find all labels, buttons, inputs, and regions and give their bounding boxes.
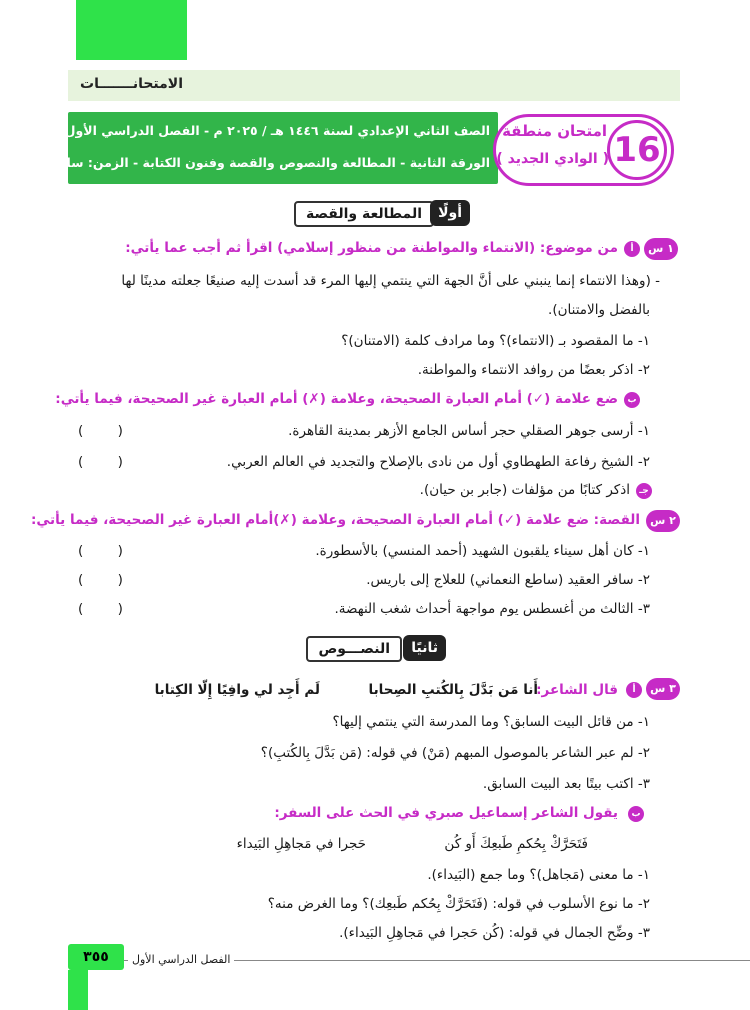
answer-paren: ( ) xyxy=(78,454,123,470)
question-3-badge: ٣ س xyxy=(646,678,680,700)
q2-item-1: ١- كان أهل سيناء يلقبون الشهيد (أحمد المنسي) بالأسطورة. xyxy=(315,543,650,559)
footer-label: الفصل الدراسي الأول xyxy=(128,953,234,966)
answer-paren: ( ) xyxy=(78,572,123,588)
section-2-title: النصـــوص xyxy=(306,636,402,662)
q3-b-item-2: ٢- ما نوع الأسلوب في قوله: (فَتَحَرَّكْ بِحُكم طَبعِك)؟ وما الغرض منه؟ xyxy=(267,896,650,912)
q1-b-heading: ضع علامة (✓) أمام العبارة الصحيحة، وعلامة (✗) أمام العبارة غير الصحيحة، فيما يأتي: xyxy=(55,391,618,407)
q1-b-item-1: ١- أرسى جوهر الصقلي حجر أساس الجامع الأزهر بمدينة القاهرة. xyxy=(288,423,650,439)
exam-badge xyxy=(493,114,674,186)
verse-1-first-half: أَنا مَن بَدَّلَ بِالكُتبِ الصِحابا xyxy=(368,682,538,698)
verse-1-second-half: لَم أَجِد لي وافِيًا إِلّا الكِتابا xyxy=(154,682,320,698)
verse-2-first-half: فَتَحَرَّكْ بِحُكمِ طَبعِكَ أَو كُن xyxy=(444,836,588,852)
section-1-title: المطالعة والقصة xyxy=(294,201,434,227)
q1-b-item-2: ٢- الشيخ رفاعة الطهطاوي أول من نادى بالإصلاح والتجديد في العالم العربي. xyxy=(226,454,650,470)
section-1-number: أولًا xyxy=(430,200,470,226)
bullet-c-icon: جـ xyxy=(636,483,652,499)
q1-passage-2: بالفضل والامتنان). xyxy=(548,302,650,318)
q1-heading: من موضوع: (الانتماء والمواطنة من منظور إسلامي) اقرأ ثم أجب عما يأتي: xyxy=(125,240,618,256)
banner-line-2: الورقة الثانية - المطالعة والنصوص والقصة وفنون الكتابة - الزمن: ساعتان xyxy=(37,155,490,170)
q2-heading: القصة: ضع علامة (✓) أمام العبارة الصحيحة، وعلامة (✗)أمام العبارة غير الصحيحة، فيما يأتي: xyxy=(30,512,640,528)
bullet-b-icon: ب xyxy=(624,392,640,408)
answer-paren: ( ) xyxy=(78,423,123,439)
question-2-badge: ٢ س xyxy=(646,510,680,532)
q2-item-2: ٢- سافر العقيد (ساطع النعماني) للعلاج إلى باريس. xyxy=(366,572,650,588)
bullet-b-icon: ب xyxy=(628,806,644,822)
bottom-green-tab xyxy=(68,970,88,1010)
section-title: الامتحانـــــــات xyxy=(80,76,184,92)
header-strip xyxy=(68,70,680,101)
q1-item-1: ١- ما المقصود بـ (الانتماء)؟ وما مرادف كلمة (الامتنان)؟ xyxy=(341,333,650,349)
section-1-heading xyxy=(290,201,470,227)
q3-lead: قال الشاعر: xyxy=(536,682,618,698)
q3-item-3: ٣- اكتب بيتًا بعد البيت السابق. xyxy=(482,776,650,792)
section-2-number: ثانيًا xyxy=(403,635,446,661)
q3-item-1: ١- من قائل البيت السابق؟ وما المدرسة التي ينتمي إليها؟ xyxy=(332,714,650,730)
answer-paren: ( ) xyxy=(78,543,123,559)
q1-c-item: اذكر كتابًا من مؤلفات (جابر بن حيان). xyxy=(419,482,630,498)
exam-banner xyxy=(37,112,680,184)
banner-info xyxy=(37,112,498,184)
verse-2-second-half: حَجرا في مَجاهِلِ البَيداء xyxy=(236,836,366,852)
badge-line-2: ( الوادي الجديد ) xyxy=(496,151,609,167)
q3-b-heading: يقول الشاعر إسماعيل صبري في الحث على السفر: xyxy=(274,805,618,821)
page-number: ٣٥٥ xyxy=(68,944,124,970)
question-1-badge: ١ س xyxy=(644,238,678,260)
q1-item-2: ٢- اذكر بعضًا من روافد الانتماء والمواطنة. xyxy=(417,362,650,378)
exam-number: 16 xyxy=(607,120,667,180)
top-green-tab xyxy=(76,0,187,60)
bullet-a-icon: أ xyxy=(624,241,640,257)
q2-item-3: ٣- الثالث من أغسطس يوم مواجهة أحداث شغب النهضة. xyxy=(334,601,650,617)
answer-paren: ( ) xyxy=(78,601,123,617)
badge-line-1: امتحان منطقة xyxy=(502,122,607,140)
bullet-a-icon: أ xyxy=(626,682,642,698)
banner-line-1: الصف الثاني الإعدادي لسنة ١٤٤٦ هـ / ٢٠٢٥ م - الفصل الدراسي الأول xyxy=(64,123,490,138)
section-2-heading xyxy=(306,636,446,662)
q3-item-2: ٢- لم عبر الشاعر بالموصول المبهم (مَنْ) في قوله: (مَن بَدَّلَ بِالكُتبِ)؟ xyxy=(260,745,650,761)
badge-wrap xyxy=(498,112,680,184)
q3-b-item-3: ٣- وضِّح الجمال في قوله: (كُن حَجرا في مَجاهِلِ البَيداء). xyxy=(339,925,650,941)
q3-b-item-1: ١- ما معنى (مَجاهل)؟ وما جمع (البَيداء). xyxy=(427,867,650,883)
q1-passage-1: - (وهذا الانتماء إنما ينبني على أنَّ الجهة التي ينتمي إليها المرء قد أسدت إليه صنيعًا جعلته مدينًا لها xyxy=(121,273,660,289)
